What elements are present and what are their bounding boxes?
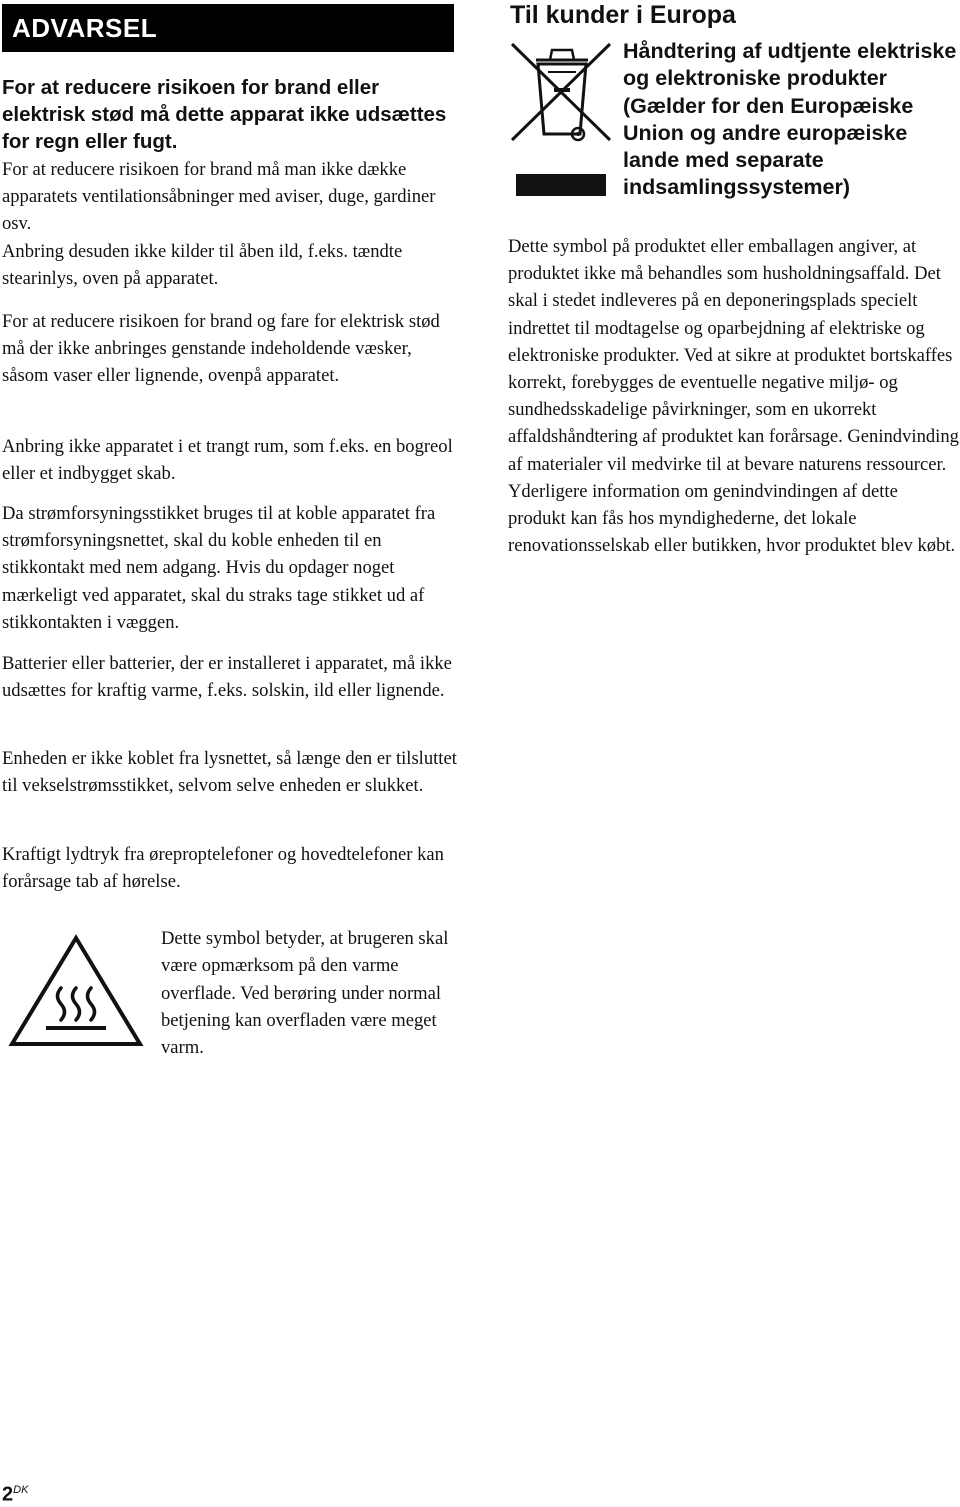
weee-body-text: Dette symbol på produktet eller emballagen angiver, at produktet ikke må behandles som husholdningsaffald. Det skal i stedet indleveres på en deponeringsplads specielt indrettet til modtagelse og oparbejdning af elektriske og elektroniske produkter. Ved at sikre at produktet bortskaffes korrekt, forebygges de eventuelle negative miljø- og sundhedsskadelige påvirkninger, som en ukorrekt affaldshåndtering af produktet kan forårsage. Genindvinding af materialer vil medvirke til at bevare naturens ressourcer. Yderligere information om genindvindingen af dette produkt kan fås hos myndighederne, det lokale renovationsselskab eller butikken, hvor produktet blev købt. [508, 236, 959, 557]
battery-heat-warning: Batterier eller batterier, der er installeret i apparatet, må ikke udsættes for kraftig varme, f.eks. solskin, ild eller lignende. [2, 653, 452, 702]
language-code: DK [13, 1484, 29, 1496]
power-plug-warning: Da strømforsyningsstikket bruges til at koble apparatet fra strømforsyningsnettet, skal du koble enheden til en stikkontakt med nem adgang. Hvis du opdager noget mærkeligt ved apparatet, skal du straks tage stikket ud af stikkontakten i væggen. [2, 503, 436, 633]
crossed-out-wheelie-bin-icon [508, 38, 614, 198]
weee-heading: Håndtering af udtjente elektriske og elektroniske produkter (Gælder for den Europæiske Union og andre europæiske lande med separate indsamlingssystemer) [623, 39, 957, 200]
mains-disconnect-notice: Enheden er ikke koblet fra lysnettet, så længe den er tilsluttet til vekselstrømsstikket, selvom selve enheden er slukket. [2, 748, 457, 797]
warning-banner: ADVARSEL [2, 4, 454, 52]
europe-section-title: Til kunder i Europa [510, 1, 736, 29]
warning-lead-text: For at reducere risikoen for brand eller elektrisk stød må dette apparat ikke udsættes for regn eller fugt. [2, 76, 447, 153]
liquid-warning: For at reducere risikoen for brand og fare for elektrisk stød må der ikke anbringes genstande indeholdende væsker, såsom vaser eller lignende, ovenpå apparatet. [2, 311, 440, 387]
open-flame-warning: Anbring desuden ikke kilder til åben ild, f.eks. tændte stearinlys, oven på apparatet. [2, 241, 403, 290]
hot-surface-description: Dette symbol betyder, at brugeren skal være opmærksom på den varme overflade. Ved berøring under normal betjening kan overfladen være meget varm. [161, 928, 449, 1059]
confined-space-warning: Anbring ikke apparatet i et trangt rum, som f.eks. en bogreol eller et indbygget skab. [2, 436, 453, 485]
ventilation-warning: For at reducere risikoen for brand må man ikke dække apparatets ventilationsåbninger med aviser, duge, gardiner osv. [2, 159, 436, 235]
hot-surface-warning-icon [6, 930, 146, 1050]
page-number [2, 1478, 28, 1507]
hearing-loss-warning: Kraftigt lydtryk fra øreproptelefoner og hovedtelefoner kan forårsage tab af hørelse. [2, 844, 444, 893]
page-number-value: 2 [2, 1483, 14, 1506]
